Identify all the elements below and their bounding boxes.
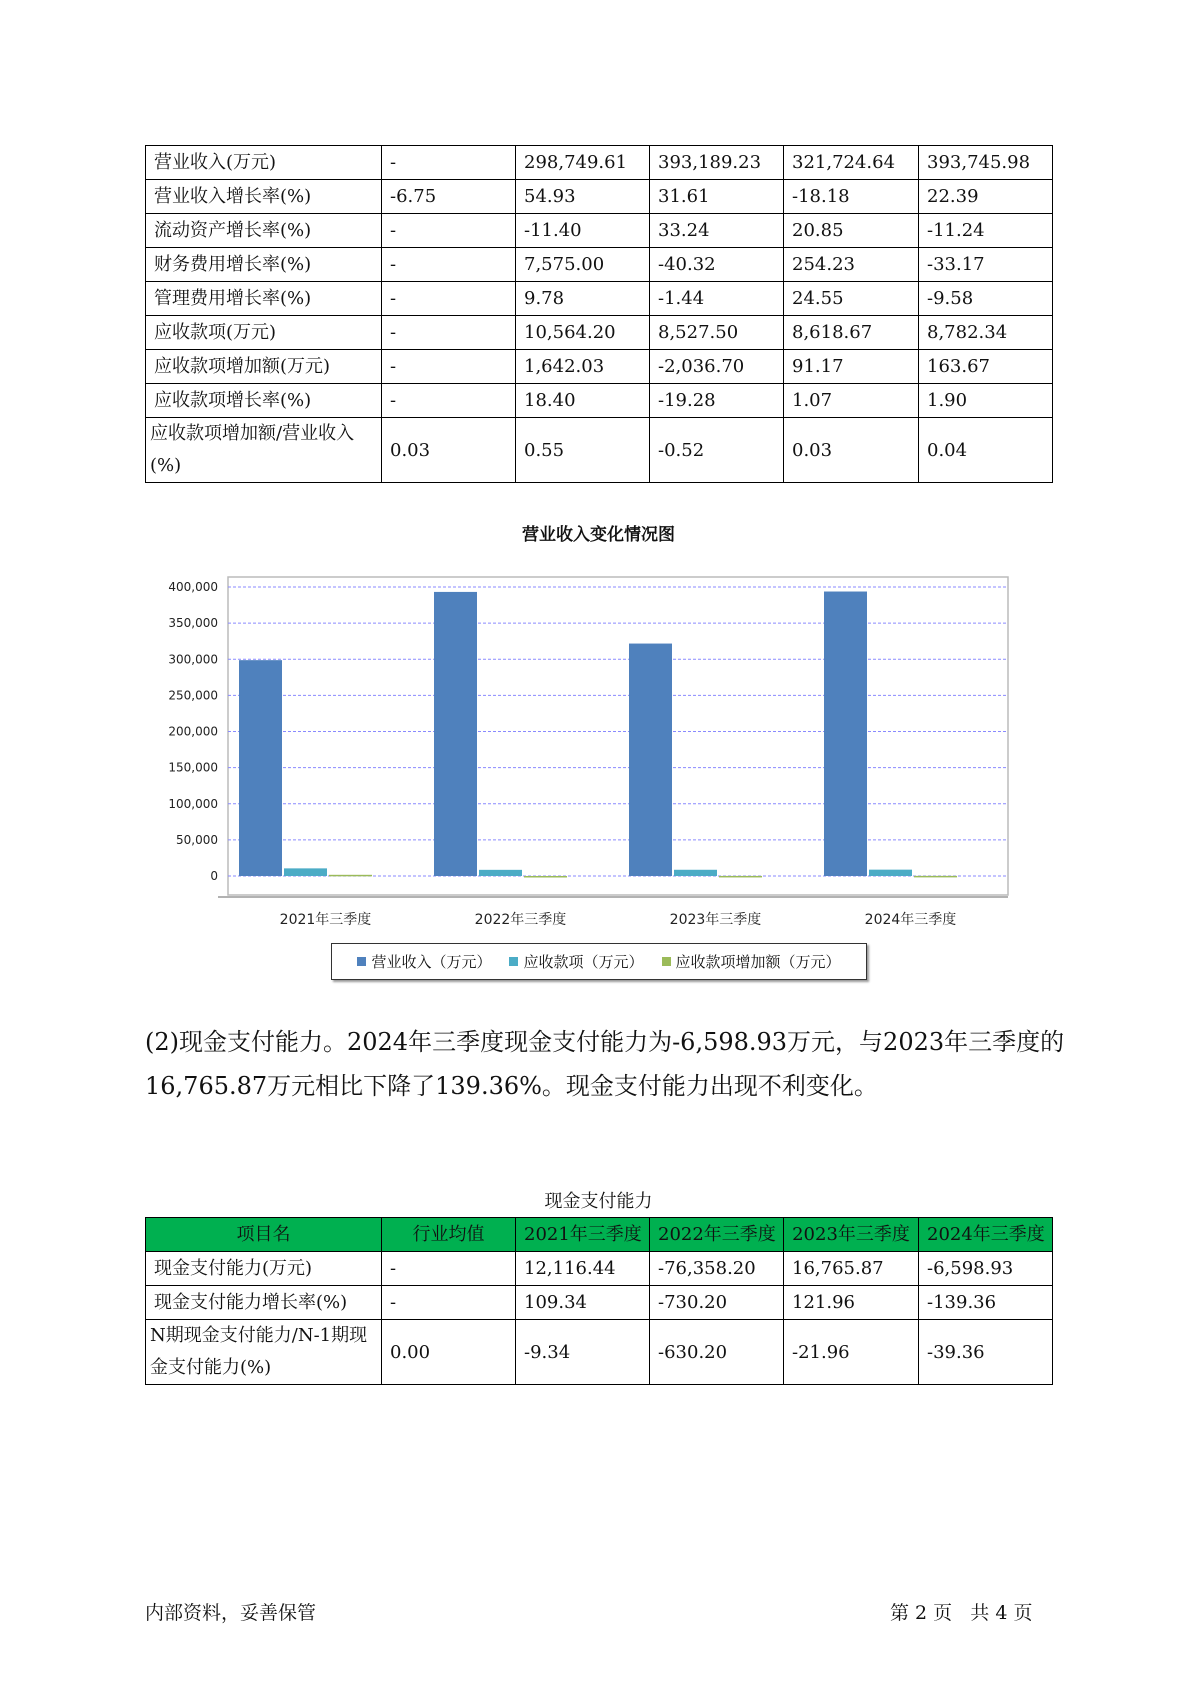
- cell: -: [382, 350, 516, 384]
- cell: -18.18: [784, 180, 919, 214]
- body-paragraph: (2)现金支付能力。2024年三季度现金支付能力为-6,598.93万元，与2023年三季度的16,765.87万元相比下降了139.36%。现金支付能力出现不利变化。: [145, 1028, 1065, 1100]
- legend-label: 营业收入（万元）: [371, 953, 492, 971]
- cell: -1.44: [650, 282, 784, 316]
- cell: -33.17: [919, 248, 1053, 282]
- cell: -6,598.93: [919, 1252, 1053, 1286]
- row-label: 现金支付能力增长率(%): [146, 1286, 382, 1320]
- cell: 22.39: [919, 180, 1053, 214]
- cell: 393,745.98: [919, 146, 1053, 180]
- bar: [284, 868, 327, 876]
- cell: -39.36: [919, 1320, 1053, 1385]
- cell: 7,575.00: [516, 248, 650, 282]
- table-row: [146, 350, 1053, 384]
- cell: 298,749.61: [516, 146, 650, 180]
- cell: 1.90: [919, 384, 1053, 418]
- row-label: 财务费用增长率(%): [146, 248, 382, 282]
- cell: -40.32: [650, 248, 784, 282]
- cell: 33.24: [650, 214, 784, 248]
- cell: -0.52: [650, 418, 784, 483]
- cell: 109.34: [516, 1286, 650, 1320]
- y-tick-label: 50,000: [176, 832, 218, 847]
- table-caption: 现金支付能力: [544, 1191, 653, 1212]
- cell: -9.58: [919, 282, 1053, 316]
- legend-swatch: [662, 957, 671, 966]
- table-row: [146, 248, 1053, 282]
- cell: 0.04: [919, 418, 1053, 483]
- column-header: 2022年三季度: [650, 1218, 784, 1252]
- y-tick-label: 350,000: [168, 616, 218, 631]
- y-tick-label: 100,000: [168, 796, 218, 811]
- y-tick-label: 150,000: [168, 760, 218, 775]
- row-label: 现金支付能力(万元): [146, 1252, 382, 1286]
- x-tick-label: 2023年三季度: [669, 912, 762, 928]
- legend-label: 应收款项（万元）: [523, 953, 644, 971]
- plot-frame: [228, 577, 1008, 895]
- cell: -9.34: [516, 1320, 650, 1385]
- cell: 0.00: [382, 1320, 516, 1385]
- cell: -21.96: [784, 1320, 919, 1385]
- column-header: 2024年三季度: [919, 1218, 1053, 1252]
- row-label: 营业收入增长率(%): [146, 180, 382, 214]
- cell: 24.55: [784, 282, 919, 316]
- bar: [434, 592, 477, 876]
- cell: -2,036.70: [650, 350, 784, 384]
- cell: 321,724.64: [784, 146, 919, 180]
- cell: 0.03: [382, 418, 516, 483]
- x-tick-label: 2022年三季度: [474, 912, 567, 928]
- cell: -: [382, 316, 516, 350]
- row-label: 应收款项增加额/营业收入(%): [146, 418, 382, 483]
- y-tick-label: 300,000: [168, 652, 218, 667]
- table-row: [146, 282, 1053, 316]
- table-row: [146, 214, 1053, 248]
- cell: 18.40: [516, 384, 650, 418]
- legend-swatch: [509, 957, 518, 966]
- bar: [524, 876, 567, 878]
- financial-table: [145, 145, 1053, 483]
- cell: -630.20: [650, 1320, 784, 1385]
- cash-payment-table: [145, 1217, 1053, 1385]
- cell: 54.93: [516, 180, 650, 214]
- column-header: 行业均值: [382, 1218, 516, 1252]
- cell: -: [382, 1286, 516, 1320]
- row-label: 管理费用增长率(%): [146, 282, 382, 316]
- cell: 91.17: [784, 350, 919, 384]
- column-header: 项目名: [146, 1218, 382, 1252]
- y-tick-label: 400,000: [168, 580, 218, 594]
- cell: -: [382, 384, 516, 418]
- cell: -: [382, 282, 516, 316]
- bar: [719, 876, 762, 878]
- cell: 16,765.87: [784, 1252, 919, 1286]
- chart-legend: [331, 943, 867, 980]
- cell: 8,527.50: [650, 316, 784, 350]
- table-row: [146, 384, 1053, 418]
- cell: 9.78: [516, 282, 650, 316]
- cell: -: [382, 214, 516, 248]
- bar: [914, 876, 957, 878]
- cell: 0.03: [784, 418, 919, 483]
- cell: 8,618.67: [784, 316, 919, 350]
- cell: 393,189.23: [650, 146, 784, 180]
- cell: -: [382, 248, 516, 282]
- cell: 1.07: [784, 384, 919, 418]
- y-tick-label: 0: [210, 869, 218, 883]
- cell: 12,116.44: [516, 1252, 650, 1286]
- x-tick-label: 2021年三季度: [279, 912, 372, 928]
- table-row: [146, 146, 1053, 180]
- bar: [329, 875, 372, 877]
- y-tick-label: 200,000: [168, 724, 218, 739]
- page-number: 第 2 页 共 4 页: [890, 1602, 1033, 1624]
- cell: 254.23: [784, 248, 919, 282]
- bar: [869, 870, 912, 876]
- cell: 31.61: [650, 180, 784, 214]
- cell: 1,642.03: [516, 350, 650, 384]
- table-row: [146, 1286, 1053, 1320]
- table-row: [146, 1252, 1053, 1286]
- cell: -6.75: [382, 180, 516, 214]
- cell: -730.20: [650, 1286, 784, 1320]
- cell: 20.85: [784, 214, 919, 248]
- revenue-chart: [140, 520, 1057, 985]
- column-header: 2023年三季度: [784, 1218, 919, 1252]
- table-row: [146, 180, 1053, 214]
- cell: 121.96: [784, 1286, 919, 1320]
- bar: [824, 592, 867, 876]
- footer-note: 内部资料，妥善保管: [145, 1602, 317, 1624]
- cell: -11.40: [516, 214, 650, 248]
- cell: 163.67: [919, 350, 1053, 384]
- x-tick-label: 2024年三季度: [864, 912, 957, 928]
- table-row: [146, 316, 1053, 350]
- table-row: [146, 1320, 1053, 1385]
- cell: 8,782.34: [919, 316, 1053, 350]
- row-label: 应收款项增加额(万元): [146, 350, 382, 384]
- row-label: 应收款项(万元): [146, 316, 382, 350]
- bar: [674, 870, 717, 876]
- bar: [629, 644, 672, 876]
- table-row: [146, 418, 1053, 483]
- legend-swatch: [357, 957, 366, 966]
- row-label: 营业收入(万元): [146, 146, 382, 180]
- cell: -: [382, 146, 516, 180]
- column-header: 2021年三季度: [516, 1218, 650, 1252]
- legend-label: 应收款项增加额（万元）: [675, 953, 841, 971]
- cell: -19.28: [650, 384, 784, 418]
- y-tick-label: 250,000: [168, 688, 218, 703]
- bar: [239, 660, 282, 876]
- chart-title: 营业收入变化情况图: [522, 525, 675, 545]
- legend-item: [662, 951, 841, 972]
- legend-item: [357, 951, 491, 972]
- row-label: 流动资产增长率(%): [146, 214, 382, 248]
- chart-plot: [140, 520, 1057, 940]
- cell: -11.24: [919, 214, 1053, 248]
- row-label: N期现金支付能力/N-1期现金支付能力(%): [146, 1320, 382, 1385]
- table-header-row: [146, 1218, 1053, 1252]
- cell: -76,358.20: [650, 1252, 784, 1286]
- bar: [479, 870, 522, 876]
- legend-item: [509, 951, 643, 972]
- cell: -139.36: [919, 1286, 1053, 1320]
- cell: 10,564.20: [516, 316, 650, 350]
- cell: 0.55: [516, 418, 650, 483]
- cell: -: [382, 1252, 516, 1286]
- row-label: 应收款项增长率(%): [146, 384, 382, 418]
